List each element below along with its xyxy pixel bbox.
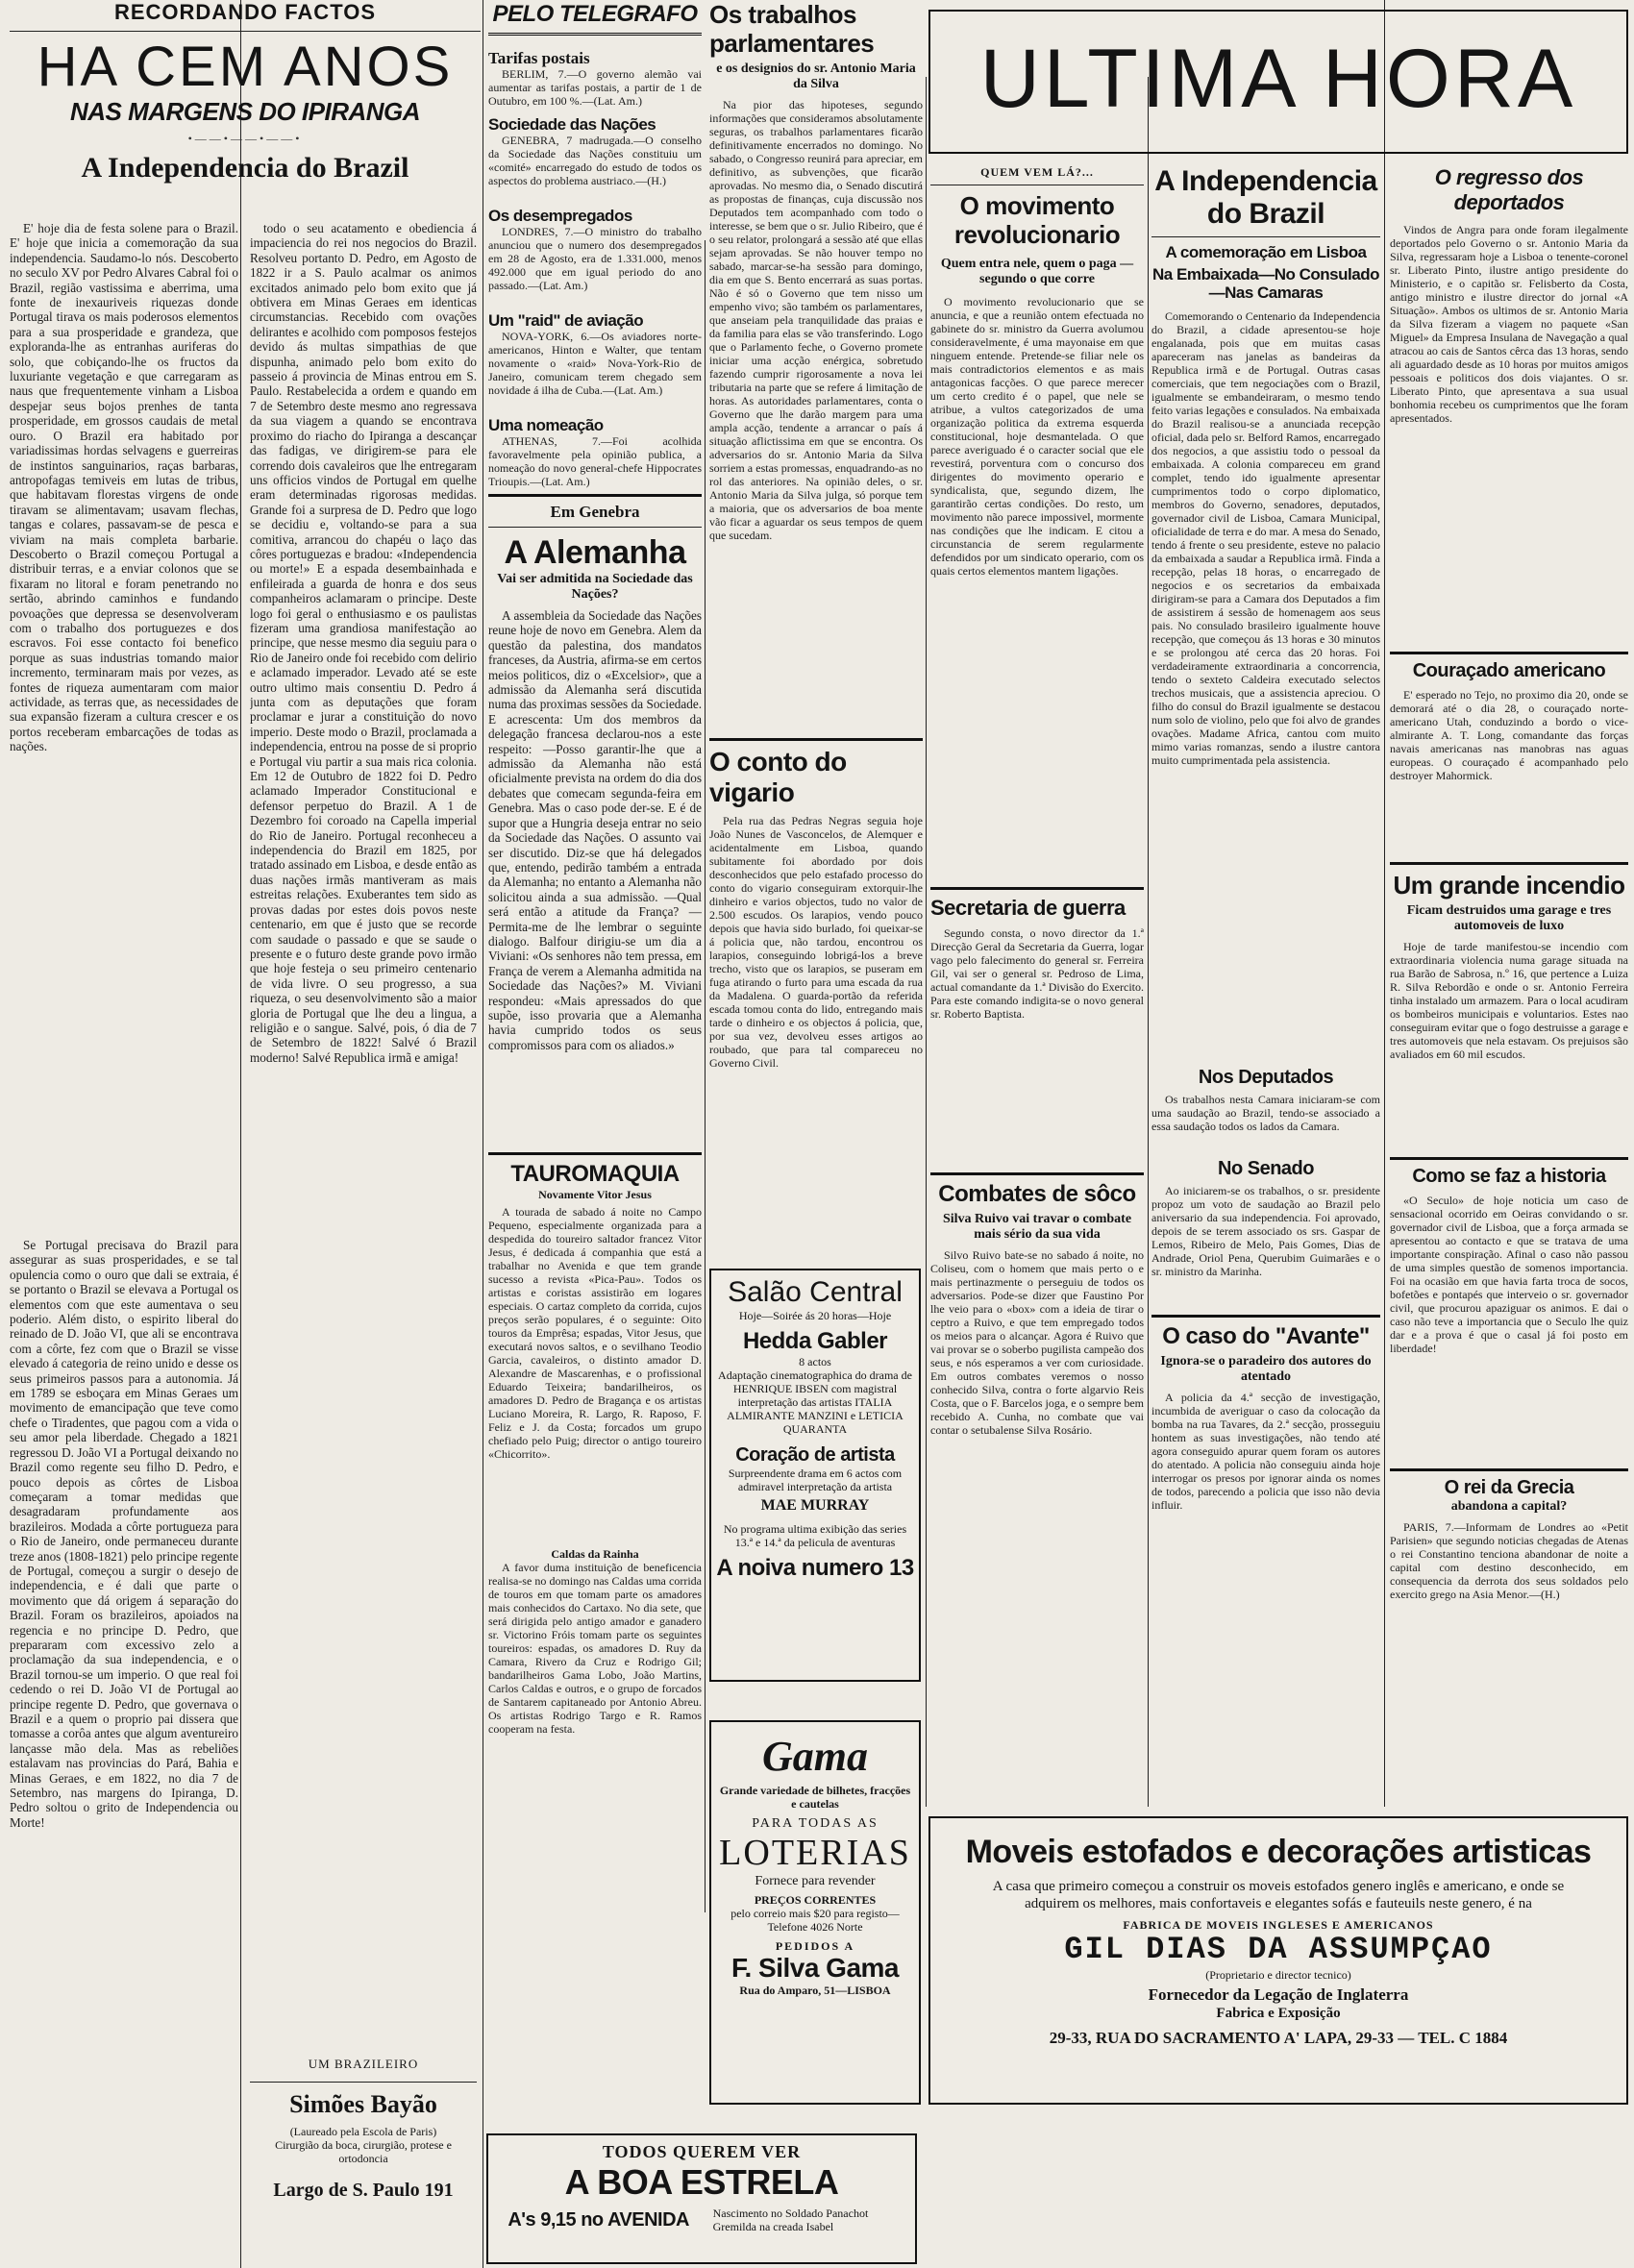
- section-subtitle: Novamente Vitor Jesus: [538, 1188, 652, 1201]
- section-body: GENEBRA, 7 madrugada.—O conselho da Sociedade das Nações constituiu um «comité» encarregado do estudo de todos os aspectos do problema austriaco.—(H.): [488, 134, 702, 187]
- ad-text: Surpreendente drama em 6 actos com admiravel interpretação da artista: [728, 1467, 903, 1493]
- ad-boa-estrela: [486, 2133, 917, 2264]
- section-subtitle: Ficam destruidos uma garage e tres automoveis de luxo: [1406, 903, 1612, 933]
- section-title: No Senado: [1218, 1158, 1314, 1179]
- ad-text: PARA TODAS AS: [752, 1816, 879, 1831]
- section-body: O movimento revolucionario que se anuncia, e que a reunião ontem efectuada no gabinete do sr. ministro da Guerra avolumou consideravelmente, é uma mayonaise em que ninguem entende. Pretende-se filiar nele os mais contradictorios elementos e as mais antagonicas facções. O que parece merecer um certo credito é o papel, que nele se atribue, a vultos categorizados de uma organização politica da extrema esquerda constitucional, hoje desmantelada. O que parece averiguado é o caracter social que ele revestirá, porventura com o concurso dos dirigentes do movimento operario e syndicalista, que, segundo dizem, lhe garantirão certas condições. Do resto, um movimento não parece impossivel, mormente nas condições que lhe indicam. E citou a circunstancia de serem regularmente defendidos por um sindicato operario, com os quais certos elementos mantem ligações.: [930, 295, 1144, 578]
- section-body: Segundo consta, o novo director da 1.ª Direcção Geral da Secretaria da Guerra, logar vago pelo falecimento do general sr. Ferreira Gil, vai ser o general sr. Pedroso de Lima, actual comandante da 1.ª Divisão do Exercito. Para este comando indigita-se o novo general sr. Roberto Baptista.: [930, 926, 1144, 1021]
- section-body: Os trabalhos nesta Camara iniciaram-se com uma saudação ao Brazil, tendo-se associado a essa saudação todos os lados da Camara.: [1151, 1093, 1380, 1133]
- column-rule: [926, 77, 927, 1807]
- article-subcol-left: [10, 221, 238, 2258]
- section-title: Secretaria de guerra: [930, 896, 1126, 920]
- section-body: Silvo Ruivo bate-se no sabado á noite, no Coliseu, com o homem que mais perto o e mais pertinazmente o perseguiu de todos os adversarios. Pode-se dizer que Faustino Por lhe veio para o «box» com a ideia de tirar o ceptro a Ruivo, e que tem empregado todos os meios para o alcançar. Agora é Ruivo que vai provar se o soberbo pugilista campeão dos seus, e nós esperamos a ver com curiosidade. Em outros combates veremos o nosso conhecido Silva, contra o forte algarvio Reis Costa, que o F. Barcelos joga, e o sempre bem recebido A. Cunha, no combate que vai contar o setubalense Silva Rosário.: [930, 1248, 1144, 1437]
- section-subtitle: Vai ser admitida na Sociedade das Nações?: [497, 572, 693, 602]
- section-subtitle: abandona a capital?: [1450, 1499, 1568, 1514]
- section-body: A policia da 4.ª secção de investigação, incumbida de averiguar o caso da colocação da bomba na rua Tavares, da 2.ª secção, prosseguiu hontem as suas investigações, não tendo até agora conseguido apurar quem foram os autores do atentado. A policia não conseguiu ainda hoje interrogar os presos por ignorar ainda os nomes de todos, parecendo a policia que isso não devia influir.: [1151, 1391, 1380, 1512]
- ad-text: PREÇOS CORRENTES: [754, 1893, 877, 1907]
- column-rule: [705, 240, 706, 1912]
- ad-film-title: Hedda Gabler: [742, 1328, 888, 1354]
- section-body: Ao iniciarem-se os trabalhos, o sr. presidente propoz um voto de saudação ao Brazil pelo aniversario da sua independencia. Foi aprovado, depois de se terem associado os srs. Gaspar de Lemos, Ribeiro de Melo, Pais Gomes, Dias de Andrade, Oriol Pena, Querubim Guimarães e o sr. ministro da Marinha.: [1151, 1184, 1380, 1278]
- ad-text: Cirurgião da boca, cirurgião, protese e ortodoncia: [275, 2138, 452, 2165]
- ad-film-title: A noiva numero 13: [716, 1555, 914, 1581]
- section-title: Nos Deputados: [1198, 1067, 1334, 1088]
- section-kicker: QUEM VEM LÁ?...: [980, 165, 1094, 179]
- masthead-box: [928, 10, 1628, 154]
- section-subtitle: A comemoração em Lisboa: [1165, 243, 1367, 261]
- article-subcol-right: [250, 221, 477, 2047]
- telegraph-header: PELO TELEGRAFO: [488, 0, 702, 36]
- ad-text: Adaptação cinematographica do drama de HENRIQUE IBSEN com magistral interpretação das artistas ITALIA ALMIRANTE MANZINI e LETICIA QUARANTA: [718, 1368, 912, 1436]
- section-body: A tourada de sabado á noite no Campo Pequeno, especialmente organizada para a despedida do toureiro saltador francez Vitor Jesus, é dedicada á companhia que está a trabalhar no Avenida e que tem grande sucesso a revista «Pica-Pau». Todos os artistas e coristas assistirão em logares especiais. O cartaz completo da corrida, cujos preços serão populares, é o seguinte: Oito touros da Emprêsa; espadas, Vitor Jesus, que executará novos saltos, e o sevilhano Teodio Garcia, cavaleiros, o distinto amador D. Alexandre de Mascarenhas, e o profissional Eduardo Teixeira; bandarilheiros, os amadores D. Pedro de Bragança e os artistas Luciano Moreira, R. Largo, R. Raposo, F. Feliz e J. da Costa; forcados um grupo chefiado pelo Puig; director o antigo toureiro «Chicorrito».: [488, 1205, 702, 1461]
- column-1: [10, 0, 481, 2268]
- article-body: E' hoje dia de festa solene para o Brazil. E' hoje que inicia a comemoração da sua independencia. Saudamo-lo nós. Descoberto no seculo XV por Pedro Alvares Cabral foi o Brazil, região vastissima e aberrima, uma fonte de inexauriveis riquezas donde Portugal tirava os mais poderosos elementos para a sua prosperidade e grandeza, que exploranda-lhe as entranhas auriferas do solo, que cobiçando-lhe os fructos da luxuriante vegetação e que carregaram as naus que frequentemente vinham a Lisboa despejar seus bojos prenhes de tanta prosperidade, em grossos caudais de metal ouro. O Brazil era habitado por variadissimas hordas selvagens e guerreiras de instintos sanguinarios, raças barbaras, antropofagas temiveis em lutas de tribus, que habitavam florestas virgens de onde tiravam se alimentavam; usavam flechas, tangas e colares, passavam-se de pesca e viviam na mais completa barbarie. Descoberto o Brazil começou Portugal a distribuir terras, e a enviar colonos que se fixaram no litoral e foram penetrando no sertão, abrindo caminhos e fundando povoações que depressa se desenvolveram com o trabalho dos portuguezes e dos escravos. Foi esse contacto foi benefico porque as suas industrias tomando maior incremento, terminaram mais por vezes, as fontes de riqueza aumentaram com maior actividade, as terras que, as necessidades de sua expansão fizeram a cultura crescer e os portos receberam embarcações de todas as nações.: [10, 221, 238, 754]
- section-body: A assembleia da Sociedade das Nações reune hoje de novo em Genebra. Alem da questão da palestina, dos mandatos franceses, da Austria, afirma-se em certos meios politicos, diz o «Excelsior», que a admissão da Alemanha será discutida numa das proximas sessões da Sociedade. E acrescenta: Um dos membros da delegação francesa declarou-nos a este respeito: —Posso garantir-lhe que a admissão da Alemanha não está oficialmente prevista na ordem do dia dos debates que comecam segunda-feira em Genebra. Mas o caso pode der-se. E é de supor que a Hungria deseja entrar no seio da Sociedade das Nações. O assunto vai ser discutido. Diz-se que há delegados que, entendo, pedirão também a entrada da Alemanha; no entanto a Alemanha não solicitou ainda a sua admissão. —Qual será então a atitude da França? —Permita-me de lhe lembrar o seguinte dialogo. Balfour dirigiu-se um dia a Viviani: «Os senhores não tem pressa, em França de verem a Alemanha admitida na Sociedade das Nações?» M. Viviani respondeu: «Mais apressados do que supõe, isso provaria que a Alemanha havia cumprido todos os seus compromissos para com os aliados.»: [488, 608, 702, 1052]
- ad-address: 29-33, RUA DO SACRAMENTO A' LAPA, 29-33 — TEL. C 1884: [1049, 2029, 1508, 2047]
- section-title: A Alemanha: [504, 534, 686, 571]
- section-title: O rei da Grecia: [1444, 1477, 1574, 1498]
- ad-address: Rua do Amparo, 51—LISBOA: [739, 1984, 891, 1997]
- article-signature: UM BRAZILEIRO: [308, 2057, 419, 2071]
- ad-moveis-estofados: [928, 1816, 1628, 2105]
- ad-text: A casa que primeiro começou a construir os moveis estofados genero inglês e americano, e onde se adquirem os melhores, mais confortaveis e elegantes sofás e fauteuils neste genero, é na: [992, 1879, 1565, 1911]
- ad-time: A's 9,15 no AVENIDA: [508, 2209, 689, 2231]
- ad-text: FABRICA DE MOVEIS INGLESES E AMERICANOS: [1123, 1918, 1434, 1932]
- section-body: Na pior das hipoteses, segundo informações que consideramos absolutamente seguras, os trabalhos parlamentares ficarão definitivamente encerrados no domingo. No sabado, o Congresso reunirá para apreciar, em definitivo, as subvenções, que ficarão aprovadas. No mesmo dia, o Senado discutirá as propostas de finanças, cuja discussão nos Deputados tem acompanhado com todo o interesse, se bem que o sr. Julio Ribeiro, que é o seu relator, prolongará a sessão até que ellas sejam aprovadas. Se não houver tempo no sabado, marcar-se-ha sessão para domingo, dia em que S. Bento encerrará as suas portas. Não é só o Governo que tem nisso um empenho vivo; são também os parlamentares, que anseiam pela tranquilidade das praias e da familia para elas se vão transferindo. Logo que o Parlamento feche, o Governo promete iniciar uma acção enérgica, sobretudo fazendo cumprir rigorosamente a nova lei tributaria na parte que se refere á limitação de horas. As autoridades parlamentares, conta o Governo que lhe darão margem para uma ampla acção, tendente a arrancar o país á situação aflictissima em que se encontra. Os adversarios do sr. Antonio Maria da Silva sorriem a estas promessas, enquadrando-as no rol das anteriores. Na opinião deles, o sr. Antonio Maria da Silva julga, só porque tem a maioria, que os adversarios de boa mente vão ficar a aguardar os seus tempos de quem que sucedam.: [709, 98, 923, 542]
- section-title: Os trabalhos parlamentares: [709, 0, 875, 58]
- column-2: [488, 0, 702, 2268]
- ad-address: Largo de S. Paulo 191: [273, 2180, 454, 2201]
- section-subtitle: e os designios do sr. Antonio Maria da Silva: [716, 62, 916, 91]
- section-body: PARIS, 7.—Informam de Londres ao «Petit Parisien» que segundo noticias chegadas de Atenas o rei Constantino tenciona abandonar de noite a capital com destino desconhecido, em consequencia da derrota dos seus soldados pelo exercito grego na Asia Menor.—(H.): [1390, 1520, 1628, 1601]
- section-title: TAUROMAQUIA: [510, 1161, 680, 1187]
- section-body: E' esperado no Tejo, no proximo dia 20, onde se demorará até o dia 28, o couraçado norte-americano Utah, conduzindo a bordo o vice-almirante A. T. Long, comandante das forças navais americanas nas manobras nas aguas europeas. O couraçado é acompanhado pelo destroyer Mahormick.: [1390, 688, 1628, 782]
- ad-title: Simões Bayão: [289, 2090, 437, 2118]
- section-body: «O Seculo» de hoje noticia um caso de sensacional ocorrido em Oeiras convidando o sr. governador civil de Lisboa, que a força armada se apresentou ao contacto e que se tratava de uma importante conspiração. Afinal o caso não passou de uma simples questão de somenos importancia. Foi na ocasião em que havia farta troca de socos, bofetões e pontapés que interveio o sr. governador civil, que procurou apaziguar os animos. E dai o caso não teve a importancia que o Seculo lhe quiz dar e a prova é que o casal já foi posto em liberdade!: [1390, 1194, 1628, 1355]
- section-title: Sociedade das Nações: [488, 115, 656, 134]
- ad-text: Fabrica e Exposição: [1216, 2006, 1341, 2021]
- section-subtitle: Ignora-se o paradeiro dos autores do atentado: [1160, 1354, 1372, 1384]
- ad-name: F. Silva Gama: [730, 1953, 900, 1983]
- ad-salao-central: [709, 1269, 921, 1682]
- section-title: O conto do vigario: [709, 747, 847, 807]
- section-title: O regresso dos deportados: [1434, 165, 1584, 214]
- section-title: Uma nomeação: [488, 416, 604, 434]
- ad-film-title: Coração de artista: [735, 1444, 895, 1466]
- column-4: [930, 165, 1144, 1799]
- ad-text: No programa ultima exibição das series 13.ª e 14.ª da pelicula de aventuras: [723, 1522, 907, 1549]
- ad-text: Nascimento no Soldado Panachot Gremilda na creada Isabel: [712, 2206, 869, 2233]
- ad-title: LOTERIAS: [719, 1833, 911, 1873]
- section-title: Um "raid" de aviação: [488, 311, 644, 330]
- main-headline: HA CEM ANOS: [37, 36, 454, 98]
- section-title: Um grande incendio: [1393, 871, 1625, 900]
- section-kicker: Em Genebra: [550, 503, 640, 521]
- section-title: Combates de sôco: [938, 1181, 1136, 1207]
- column-5: [1151, 165, 1380, 1799]
- article-body: Se Portugal precisava do Brazil para assegurar as suas prosperidades, e se tal opulencia como o ouro que dali se extraia, é se portanto o Brazil se elevava a Portugal os elementos com que este aumentava o seu poderio. Além disto, o espirito liberal do reinado de D. João VI, que ali se encontrava com a côrte, fez com que o Brazil se visse elevado á categoria de reino unido e desse os seus primeiros passos para a autonomia. Já em 1789 se esboçara em Minas Geraes um movimento de emancipação que teve como chefe o Tiradentes, que pagou com a vida o seu amor pela liberdade. Chegado a 1821 regressou D. João VI a Portugal deixando no Brazil como regente seu filho D. Pedro, e pouco depois as côrtes de Lisboa começaram a tomar medidas que desagradaram profundamente aos brazileiros. Modada a côrte portugueza para o Rio de Janeiro, onde permaneceu durante treze anos (1808-1821) pelo principe regente de Portugal, começou a surgir o desejo de independencia, e é dali que parte o movimento que dá origem á separação do Brazil. Foram os brazileiros, apoiados na regencia e no principe D. Pedro, que prepararam com excessivo zelo a proclamação da sua independencia, e o Brazil tornou-se um imperio. O que real foi cedendo o rei D. João VI de Portugal ao principe regente D. Pedro, que governava o Brazil e a quem o proprio pai dissera que tomasse a corôa antes que algum aventureiro lançasse mão dela. Mas as rebeliões estalavam nas provincias do Pará, Bahia e Minas Geraes, e em 1822, no dia 7 de Setembro, nas margens do Ipiranga, D. Pedro soltou o grito de Independencia ou Morte!: [10, 1238, 238, 1830]
- section-subtitle: Quem entra nele, quem o paga — segundo o que corre: [940, 257, 1134, 286]
- section-title: O caso do "Avante": [1162, 1323, 1370, 1349]
- ad-text: (Laureado pela Escola de Paris): [289, 2125, 437, 2138]
- ad-text: PEDIDOS A: [775, 1939, 855, 1953]
- ad-text: Fornecedor da Legação de Inglaterra: [1148, 1985, 1409, 2004]
- masthead-title: ULTIMA HORA: [979, 33, 1577, 125]
- section-title: A Independencia do Brazil: [1154, 165, 1377, 230]
- ad-text: (Proprietario e director tecnico): [1205, 1968, 1351, 1982]
- section-body: NOVA-YORK, 6.—Os aviadores norte-americanos, Hinton e Walter, que tentam novamente o «raid» Nova-York-Rio de Janeiro, comunicam terem chegado sem novidade á ilha de Cuba.—(Lat. Am.): [488, 330, 702, 397]
- column-6: [1390, 165, 1628, 1799]
- ad-text: 8 actos: [799, 1355, 831, 1368]
- ad-star: MAE MURRAY: [760, 1497, 870, 1514]
- article-body: todo o seu acatamento e obediencia á impaciencia do rei nos negocios do Brazil. Resolveu portanto D. Pedro, em Agosto de 1822 ir a S. Paulo acalmar os animos excitados animado pelo bom exito que já obtivera em Minas Geraes em identicas circumstancias. Recebido com ovações delirantes e acolhido com pomposos festejos devido ás multas simpathias de que dispunha, animado pelo bom exito do passeio á provincia de Minas entrou em S. Paulo. Restabelecida a ordem e quando em 7 de Setembro deste mesmo ano regressava da sua viagem a quando se encontrava proximo do riacho do Ipiranga a descançar das fadigas, ve dirigirem-se para ele correndo dois cavaleiros que lhe entregaram uns officios vindos de Portugal em quelhe eram determinadas rigorosas medidas. Grande foi a surpresa de D. Pedro que logo se decidiu e, voltando-se para a sua comitiva, arrancou do chapéu o laço das côres portuguezas e bradou: «Independencia ou morte!» E a espada desembainhada e enfileirada a guarda de honra e dos seus companheiros aclamaram o principe. Deste logo foi geral o enthusiasmo e os paulistas fizeram uma grandiosa manifestação ao principe, que nesse mesmo dia seguiu para o Rio de Janeiro onde foi recebido com delirio e aclamado imperador. Levado até se este outro ultimo mais consentiu D. Pedro á junta com as deputações que foram proclamar e jurar a constituição do novo imperio. Deste modo o Brazil, proclamada a independencia, entrou na posse de si proprio e Portugal viu partir a sua mais rica colonia. Em 12 de Outubro de 1822 foi D. Pedro aclamado Imperador Constitucional e defensor perpetuo do Brazil. A 1 de Dezembro foi coroado na Capella imperial do Rio de Janeiro. Portugal reconheceu a independencia do Brazil em 1825, por tratado assinado em Lisboa, e desde então as duas nações irmãs mantiveram as mais estreitas relações. Exuberantes tem sido as provas dadas por estes dois povos neste centenario, em que é justo que se recorde com saudade o passado e que se saude o presente e o futuro deste grande povo irmão que hoje festeja o seu primeiro centenario de vida livre. O seu progresso, a sua riqueza, o seu desenvolvimento são a maior gloria de Portugal que lhe deu a lingua, a religião e o sangue. Salvé, pois, ó dia de 7 de Setembro de 1822! Salvé ó Brazil moderno! Salvé Republica irmã e amiga!: [250, 221, 477, 1065]
- section-title: Tarifas postais: [488, 49, 590, 67]
- section-subtitle: Na Embaixada—No Consulado—Nas Camaras: [1152, 265, 1379, 302]
- section-subtitle: Silva Ruivo vai travar o combate mais sério da sua vida: [942, 1212, 1132, 1242]
- ad-text: TODOS QUEREM VER: [602, 2142, 802, 2161]
- column-rule: [1384, 0, 1385, 1807]
- section-title: Caldas da Rainha: [551, 1547, 639, 1561]
- section-body: Pela rua das Pedras Negras seguia hoje João Nunes de Vasconcelos, de Alemquer e acidentalmente em Lisboa, quando subitamente foi abordado por dois desconhecidos que pelo estafado processo do conto do vigario conseguiram extorquir-lhe dinheiro e varios objectos, tudo no valor de 2.500 escudos. Os larapios, vendo pouco depois que havia sido burlado, foi queixar-se á policia que, não tardou, encontrou os larapios, conseguindo lobrigá-los a breve trecho, visto que os larapios, se puseram em fuga atirando o furto para uma escada da rua da Madalena. O guarda-portão da referida escada tomou conta do lido, entregando mais tarde o dinheiro e os objectos á policia, que, por sua vez, devolveu esses artigos ao roubado, que para tal compareceu no Governo Civil.: [709, 814, 923, 1070]
- ad-text: Fornece para revender: [755, 1874, 876, 1888]
- main-subheadline: NAS MARGENS DO IPIRANGA: [69, 97, 421, 126]
- section-title: Os desempregados: [488, 207, 632, 225]
- section-body: ATHENAS, 7.—Foi acolhida favoravelmente pela opinião publica, a nomeação do novo general-chefe Hippocrates Trioupis.—(Lat. Am.): [488, 434, 702, 488]
- section-title: Couraçado americano: [1412, 660, 1606, 681]
- ad-title: Moveis estofados e decorações artisticas: [965, 1834, 1592, 1870]
- section-body: Hoje de tarde manifestou-se incendio com extraordinaria violencia numa garage situada na rua Barão de Sabrosa, n.º 16, que pertence a Luiza R. Silva Rebordão e onde o sr. Antonio Ferreira tinha instalado um armazem. Para o local acudiram os bombeiros municipais e voluntarios. Estes nao conseguiram evitar que o fogo destruisse a garage e tres automoveis que nela estavam. Os prejuisos são avaliados em 60 mil escudos.: [1390, 940, 1628, 1061]
- ad-text: Hoje—Soirée ás 20 horas—Hoje: [738, 1309, 892, 1322]
- ad-title: Salão Central: [728, 1276, 903, 1308]
- ad-brand: Gama: [762, 1733, 868, 1780]
- ad-gama-loterias: [709, 1720, 921, 2105]
- ad-text: Grande variedade de bilhetes, fracções e cautelas: [719, 1784, 911, 1811]
- section-body: LONDRES, 7.—O ministro do trabalho anunciou que o numero dos desempregados em 28 de Agosto, era de 1.331.000, menos 492.000 que em igual periodo do ano passado.—(Lat. Am.): [488, 225, 702, 292]
- article-title: A Independencia do Brazil: [81, 152, 409, 184]
- ad-simoes-bayao: [250, 2090, 477, 2263]
- section-body: A favor duma instituição de beneficencia realisa-se no domingo nas Caldas uma corrida de touros em que tomam parte os amadores mais conhecidos do Cartaxo. No dia sete, que será dirigida pelo antigo amador e ganadero sr. Victorino Fróis tomam parte os seguintes toureiros: espadas, os amadores D. Ruy da Camara, Rivero da Cruz e Rodrigo Gil; bandarilheiros Gama Lobo, João Martins, Carlos Caldas e outros, e o grupo de forcados de Santarem capitaneado por Antonio Abreu. Os artistas Rodrigo Targo e R. Ramos cooperam na festa.: [488, 1561, 702, 1736]
- ad-text: pelo correio mais $20 para registo—Telefone 4026 Norte: [730, 1907, 900, 1934]
- section-title: Como se faz a historia: [1412, 1166, 1606, 1187]
- section-body: BERLIM, 7.—O governo alemão vai aumentar as tarifas postais, a partir de 1 de Outubro, em 100 %.—(Lat. Am.): [488, 67, 702, 108]
- section-kicker: RECORDANDO FACTOS: [113, 0, 377, 24]
- section-title: O movimento revolucionario: [953, 191, 1121, 249]
- section-body: Vindos de Angra para onde foram ilegalmente deportados pelo Governo o sr. Antonio Maria da Silva, regressaram hoje a Lisboa o tenente-coronel sr. Liberato Pinto, ilustre antigo presidente do Ministerio, e o capitão sr. Felisberto da Costa, antigo ministro e ilustre director do jornal «A Situação». Ambos os ultimos de sr. Antonio Maria da Silva fizeram a viagem no paquete «San Miguel» da Empresa Insulana de Navegação a qual atracou ao cais de Santos cêrca das 13 horas, sendo ali aguardado desde as 10 horas por muitos amigos pessoais e politicos dos dois viajantes. O sr. Liberato Pinto, que apresentava a sua usual bonhomia recebeu os cumprimentos que lhe foram apresentados.: [1390, 223, 1628, 425]
- ad-title: A BOA ESTRELA: [564, 2162, 839, 2202]
- ornament-divider: •——•——•——•: [187, 132, 303, 145]
- ad-name: GIL DIAS DA ASSUMPÇAO: [1064, 1932, 1493, 1967]
- section-body: Comemorando o Centenario da Independencia do Brazil, a cidade apresentou-se hoje engalanada, pois que em muitas casas apareceram nas janelas as bandeiras da Republica irmã e de Portugal. Outras casas comerciais, que tem negociações com o Brazil, igualmente se embandeiraram, o mesmo tendo feito varias legações e consulados. Na embaixada do Brazil realisou-se a anunciada recepção oficial, dada pelo sr. Belford Ramos, encarregado dos negocios, a que assistiu todo o pessoal da embaixada. A colonia compareceu em grand complet, tendo ido igualmente apresentar cumprimentos todo o corpo diplomatico, membros do Governo, senadores, deputados, governador civil de Lisboa, Camara Municipal, oficialidade de terra e do mar. A mesa do Senado, tendo á frente o seu presidente, esteve no palacio da embaixada a saudar a Republica irmã. Finda a recepção, pelas 18 horas, o encarregado de negocios e os secretarios da embaixada dirigiram-se para a Camara dos Deputados a fim de assistirem á sessão de homenagem aos seus pais. No consulado brasileiro igualmente houve recepção, que começou ás 13 horas e 30 minutos e se prolongou até cerca das 20 horas. Foi verdadeiramente extraordinaria a concorrencia, tendo o sexteto Caldeira executado selectos trechos musicais, que a assistencia apreciou. O filho do consul do Brazil igualmente se destacou num solo de violino, pelo que foi alvo de grandes ovações. Madame Africa, cantou com muito mimo varias romanzas, sendo a ilustre cantora muito cumprimentada pela assistencia.: [1151, 309, 1380, 767]
- column-rule: [1148, 77, 1149, 1807]
